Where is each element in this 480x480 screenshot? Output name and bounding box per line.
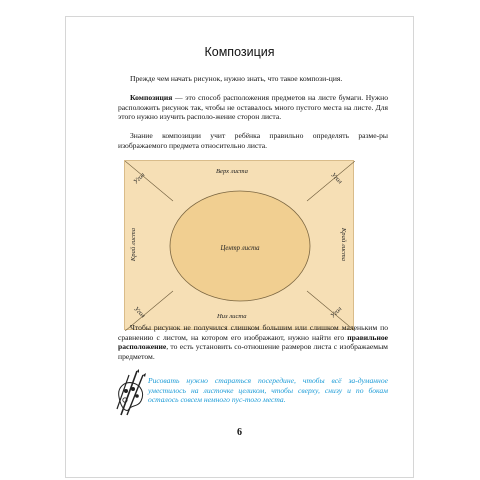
label-bottom: Низ листа: [217, 313, 247, 320]
palette-and-brushes-icon: [115, 369, 149, 417]
term-placement: правильное расположение: [118, 332, 388, 352]
placement-paragraph: Чтобы рисунок не получился слишком большим или слишком маленьким по сравнению с листом, на котором его изображают, нужно найти его правильное расположение, то есть установить со-отношение размеров листа с изображаемым предметом.: [118, 323, 388, 361]
page-title: Композиция: [204, 45, 275, 59]
sheet-diagram: [124, 160, 354, 330]
label-corner-top-right: Угол: [329, 171, 344, 186]
page-number: 6: [237, 427, 242, 438]
label-left-edge: Край листа: [130, 227, 138, 262]
label-corner-top-left: Угол: [132, 171, 147, 186]
label-top: Верх листа: [216, 168, 248, 175]
label-right-edge: Край листа: [340, 227, 348, 262]
label-corner-bottom-left: Угол: [132, 305, 147, 320]
label-corner-bottom-right: Угол: [329, 305, 344, 320]
tip-text: Рисовать нужно стараться посередине, чтобы всё за-думанное уместилось на листочке целиком, чтобы сверху, снизу и по бокам осталось совсем немного пус-того места.: [148, 376, 388, 405]
knowledge-paragraph: Знание композиции учит ребёнка правильно определять разме-ры изображаемого предмета относительно листа.: [118, 131, 388, 150]
label-center: Центр листа: [220, 245, 260, 252]
definition-paragraph: Композиция — это способ расположения предметов на листе бумаги. Нужно расположить рисунок так, чтобы не оставалось много пустого места на листе. Для этого нужно изучить располо-жение сторон листа.: [118, 93, 388, 122]
intro-paragraph: Прежде чем начать рисунок, нужно знать, что такое компози-ция.: [130, 74, 343, 83]
diagonal-top-right: [307, 161, 355, 201]
book-page: [65, 16, 414, 478]
term-composition: Композиция: [130, 93, 173, 102]
